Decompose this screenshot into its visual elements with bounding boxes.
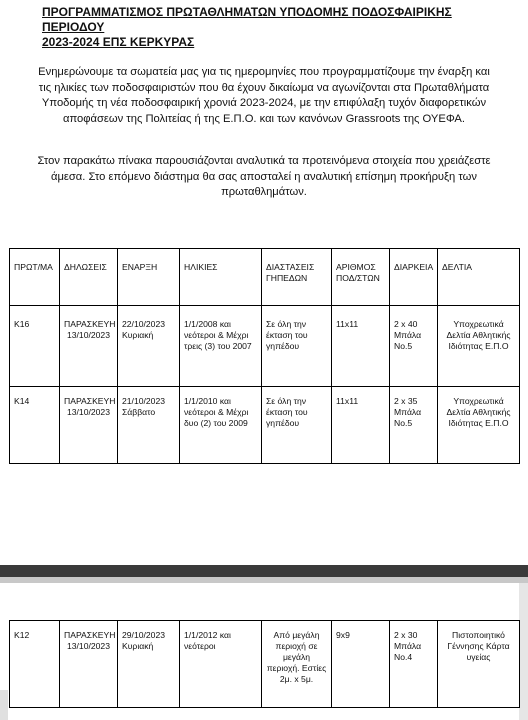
left-edge-strip: [0, 690, 8, 720]
cell-start: 21/10/2023 Σάββατο: [118, 387, 180, 464]
cell-players: 11x11: [332, 306, 390, 387]
cell-duration: 2 x 35 Μπάλα No.5: [390, 387, 438, 464]
championship-table: [9, 248, 520, 464]
header-cards: ΔΕΛΤΙΑ: [438, 249, 520, 306]
cell-cards: Πιστοποιητικό Γέννησης Κάρτα υγείας: [438, 621, 520, 708]
intro-paragraph: Ενημερώνουμε τα σωματεία μας για τις ημερομηνίες που προγραμματίζουμε την έναρξη και τις ηλικίες των ποδοσφαιριστών που θα έχουν δικαίωμα να αγωνίζονται στα Πρωταθλήματα Υποδομής τη νέα ποδοσφαιρική χρονιά 2023-2024, με την επιφύλαξη τυχόν διαφορετικών αποφάσεων της Πολιτείας ή της Ε.Π.Ο. και των κανόνων Grassroots της ΟΥΕΦΑ.: [38, 66, 490, 125]
document-title: [42, 5, 502, 50]
cell-pitch: Από μεγάλη περιοχή σε μεγάλη περιοχή. Εστίες 2μ. x 5μ.: [262, 621, 332, 708]
table-header-row: [10, 249, 520, 306]
cell-duration: 2 x 40 Μπάλα No.5: [390, 306, 438, 387]
title-line-2: 2023-2024 ΕΠΣ ΚΕΡΚΥΡΑΣ: [42, 35, 195, 49]
cell-cards: Υποχρεωτικά Δελτία Αθλητικής Ιδιότητας Ε.Π.Ο: [438, 306, 520, 387]
cell-category: Κ16: [10, 306, 60, 387]
scrollbar-track[interactable]: [519, 583, 528, 720]
title-line-1: ΠΡΟΓΡΑΜΜΑΤΙΣΜΟΣ ΠΡΩΤΑΘΛΗΜΑΤΩΝ ΥΠΟΔΟΜΗΣ ΠΟΔΟΣΦΑΙΡΙΚΗΣ ΠΕΡΙΟΔΟΥ: [42, 5, 452, 34]
header-player-count: ΑΡΙΘΜΟΣ ΠΟΔ/ΣΤΩΝ: [332, 249, 390, 306]
cell-ages: 1/1/2008 και νεότεροι & Μέχρι τρεις (3) του 2007: [180, 306, 262, 387]
cell-category: Κ14: [10, 387, 60, 464]
header-championship: ΠΡΩΤ/ΜΑ: [10, 249, 60, 306]
cell-duration: 2 x 30 Μπάλα No.4: [390, 621, 438, 708]
cell-pitch: Σε όλη την έκταση του γηπέδου: [262, 306, 332, 387]
header-pitch-dimensions: ΔΙΑΣΤΑΣΕΙΣ ΓΗΠΕΔΩΝ: [262, 249, 332, 306]
cell-players: 9x9: [332, 621, 390, 708]
header-duration: ΔΙΑΡΚΕΙΑ: [390, 249, 438, 306]
cell-cards: Υποχρεωτικά Δελτία Αθλητικής Ιδιότητας Ε.Π.Ο: [438, 387, 520, 464]
table-row: [10, 621, 520, 708]
table-intro-paragraph: Στον παρακάτω πίνακα παρουσιάζονται αναλυτικά τα προτεινόμενα στοιχεία που χρειάζεστε άμεσα. Στο επόμενο διάστημα θα σας αποσταλεί η αναλυτική επίσημη προκήρυξη των πρωταθλημάτων.: [37, 155, 491, 199]
cell-pitch: Σε όλη την έκταση του γηπέδου: [262, 387, 332, 464]
cell-ages: 1/1/2012 και νεότεροι: [180, 621, 262, 708]
cell-start: 29/10/2023 Κυριακή: [118, 621, 180, 708]
cell-players: 11x11: [332, 387, 390, 464]
cell-declarations: ΠΑΡΑΣΚΕΥΗ 13/10/2023: [60, 387, 118, 464]
cell-start: 22/10/2023 Κυριακή: [118, 306, 180, 387]
header-start: ΕΝΑΡΞΗ: [118, 249, 180, 306]
table-row: [10, 306, 520, 387]
cell-declarations: ΠΑΡΑΣΚΕΥΗ 13/10/2023: [60, 306, 118, 387]
header-declarations: ΔΗΛΩΣΕΙΣ: [60, 249, 118, 306]
cell-declarations: ΠΑΡΑΣΚΕΥΗ 13/10/2023: [60, 621, 118, 708]
championship-table-continued: [9, 620, 520, 708]
table-row: [10, 387, 520, 464]
cell-ages: 1/1/2010 και νεότεροι & Μέχρι δυο (2) του 2009: [180, 387, 262, 464]
cell-category: Κ12: [10, 621, 60, 708]
page-gap-dark: [0, 565, 528, 577]
header-ages: ΗΛΙΚΙΕΣ: [180, 249, 262, 306]
